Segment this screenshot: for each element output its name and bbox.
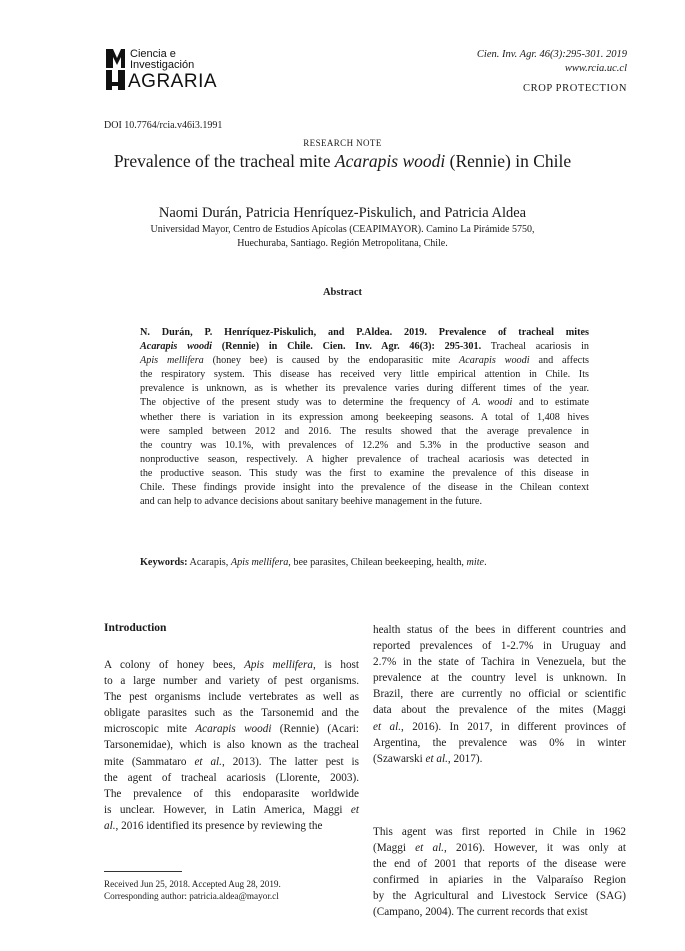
body-text-line: mite (Sammataro et al., 2013). The latter pest is	[104, 755, 359, 768]
title-part-1: Prevalence of the tracheal mite	[113, 151, 335, 171]
body-text-line: Tarsonemidae), which is also known as the tracheal	[104, 739, 359, 752]
abstract-line: the productive season. This study was the first to examine the prevalence of this disease in	[140, 467, 589, 479]
affiliation-line1: Universidad Mayor, Centro de Estudios Apícolas (CEAPIMAYOR). Camino La Pirámide 5750,	[150, 224, 535, 235]
affiliation	[0, 223, 685, 251]
body-text-line: This agent was first reported in Chile in 1962	[373, 826, 626, 838]
keywords-label: Keywords:	[140, 557, 188, 568]
body-text-line: data about the prevalence of the mites (Maggi	[373, 704, 626, 717]
keywords	[140, 556, 589, 570]
body-text-line: reported prevalences of 1-2.7% in Uruguay and	[373, 640, 626, 653]
research-note-label: RESEARCH NOTE	[303, 138, 382, 148]
abstract-line: Apis mellifera (honey bee) is caused by the endoparasitic mite Acarapis woodi and affects	[140, 355, 589, 367]
abstract-line: the country was 10.1%, with prevalences of 12.2% and 5.3% in the productive season and	[140, 439, 589, 451]
abstract-line: whether there is variation in its expression among beekeeping seasons. A total of 1,408 hives	[140, 411, 589, 423]
footnote	[104, 878, 281, 902]
logo-text-line1: Ciencia e	[130, 48, 176, 60]
body-text-line: (Szawarski et al., 2017).	[373, 752, 483, 765]
introduction-heading: Introduction	[104, 622, 167, 634]
affiliation-line2: Huechuraba, Santiago. Región Metropolitana, Chile.	[237, 238, 448, 249]
footnote-received: Received Jun 25, 2018. Accepted Aug 28, 2019.	[104, 879, 281, 889]
introduction-left-column	[104, 657, 359, 834]
body-text-line: al., 2016 identified its presence by reviewing the	[104, 819, 323, 832]
introduction-right-paragraph-2	[373, 824, 626, 921]
footnote-corresponding: Corresponding author: patricia.aldea@mayor.cl	[104, 891, 279, 901]
introduction-right-paragraph-1	[373, 622, 626, 767]
body-text-line: et al., 2016). In 2017, in different provinces of	[373, 720, 626, 733]
abstract-line: prevalence is unknown, as is whether its prevalence varies during different times of the year.	[140, 383, 589, 395]
body-text-line: to a large number and variety of pest organisms.	[104, 675, 359, 688]
keywords-text: Acarapis, Apis mellifera, bee parasites, Chilean beekeeping, health, mite.	[187, 557, 487, 568]
section-label: CROP PROTECTION	[523, 83, 627, 94]
abstract-line: nonproductive season, respectively. A higher prevalence of tracheal acariosis was detected in	[140, 453, 589, 465]
body-text-line: (Campano, 2004). The current records that exist	[373, 906, 588, 919]
body-text-line: prevalence at the country level is unknown. In	[373, 672, 626, 685]
body-text-line: The prevalence of this endoparasite worldwide	[104, 787, 359, 800]
title-part-2: (Rennie) in Chile	[445, 151, 572, 171]
body-text-line: Argentina, the prevalence was 0% in winter	[373, 736, 626, 749]
logo-text-line3: AGRARIA	[128, 71, 218, 92]
body-text-line: (Maggi et al., 2016). However, it was only at	[373, 842, 627, 855]
journal-logo	[104, 46, 244, 94]
abstract-line: the respiratory system. This disease has received very little empirical attention in Chile. Its	[140, 369, 589, 381]
abstract-heading: Abstract	[322, 287, 363, 298]
body-text-line: the agent of tracheal acariosis (Llorente, 2003).	[104, 771, 359, 784]
body-text-line: A colony of honey bees, Apis mellifera, is host	[104, 659, 359, 671]
body-text-line: The pest organisms include vertebrates as well as	[104, 691, 359, 704]
abstract-line: and can help to advance decisions about sanitary beehive management in the future.	[140, 496, 483, 508]
journal-url[interactable]: www.rcia.uc.cl	[564, 63, 627, 74]
body-text-line: by the Agricultural and Livestock Service (SAG)	[373, 890, 626, 903]
body-text-line: obligate parasites such as the Tarsonemid and the	[104, 707, 359, 720]
abstract-line: The objective of the present study was to determine the frequency of A. woodi and to estimate	[140, 397, 589, 409]
journal-logo-icon	[104, 48, 126, 92]
doi[interactable]: DOI 10.7764/rcia.v46i3.1991	[104, 120, 223, 131]
journal-citation: Cien. Inv. Agr. 46(3):295-301. 2019	[476, 49, 627, 60]
authors: Naomi Durán, Patricia Henríquez-Piskulich, and Patricia Aldea	[158, 205, 527, 221]
body-text-line: is unclear. However, in Latin America, Maggi et	[104, 803, 359, 816]
abstract-line: N. Durán, P. Henríquez-Piskulich, and P.Aldea. 2019. Prevalence of tracheal mites	[140, 327, 589, 338]
journal-citation-block	[477, 48, 627, 76]
footnote-rule	[104, 871, 182, 872]
abstract-line: Acarapis woodi (Rennie) in Chile. Cien. Inv. Agr. 46(3): 295-301. Tracheal acariosis in	[140, 341, 590, 353]
paper-title	[0, 151, 685, 172]
abstract-line: Chile. These findings provide insight into the prevalence of the disease in the Chilean context	[140, 482, 589, 494]
body-text-line: the end of 2001 that reports of the disease were	[373, 858, 626, 871]
body-text-line: 2.7% in the state of Tachira in Venezuela, but the	[373, 656, 626, 669]
body-text-line: confirmed in apiaries in the Valparaíso Region	[373, 874, 626, 887]
abstract-body	[140, 326, 589, 509]
body-text-line: microscopic mite Acarapis woodi (Rennie) (Acari:	[104, 723, 359, 736]
logo-text-line2: Investigación	[130, 59, 195, 71]
title-species: Acarapis woodi	[334, 151, 446, 171]
body-text-line: Brazil, there are currently no official or scientific	[373, 688, 626, 701]
body-text-line: health status of the bees in different countries and	[373, 624, 626, 636]
abstract-line: were sampled between 2012 and 2016. The results showed that the average prevalence in	[140, 425, 589, 437]
